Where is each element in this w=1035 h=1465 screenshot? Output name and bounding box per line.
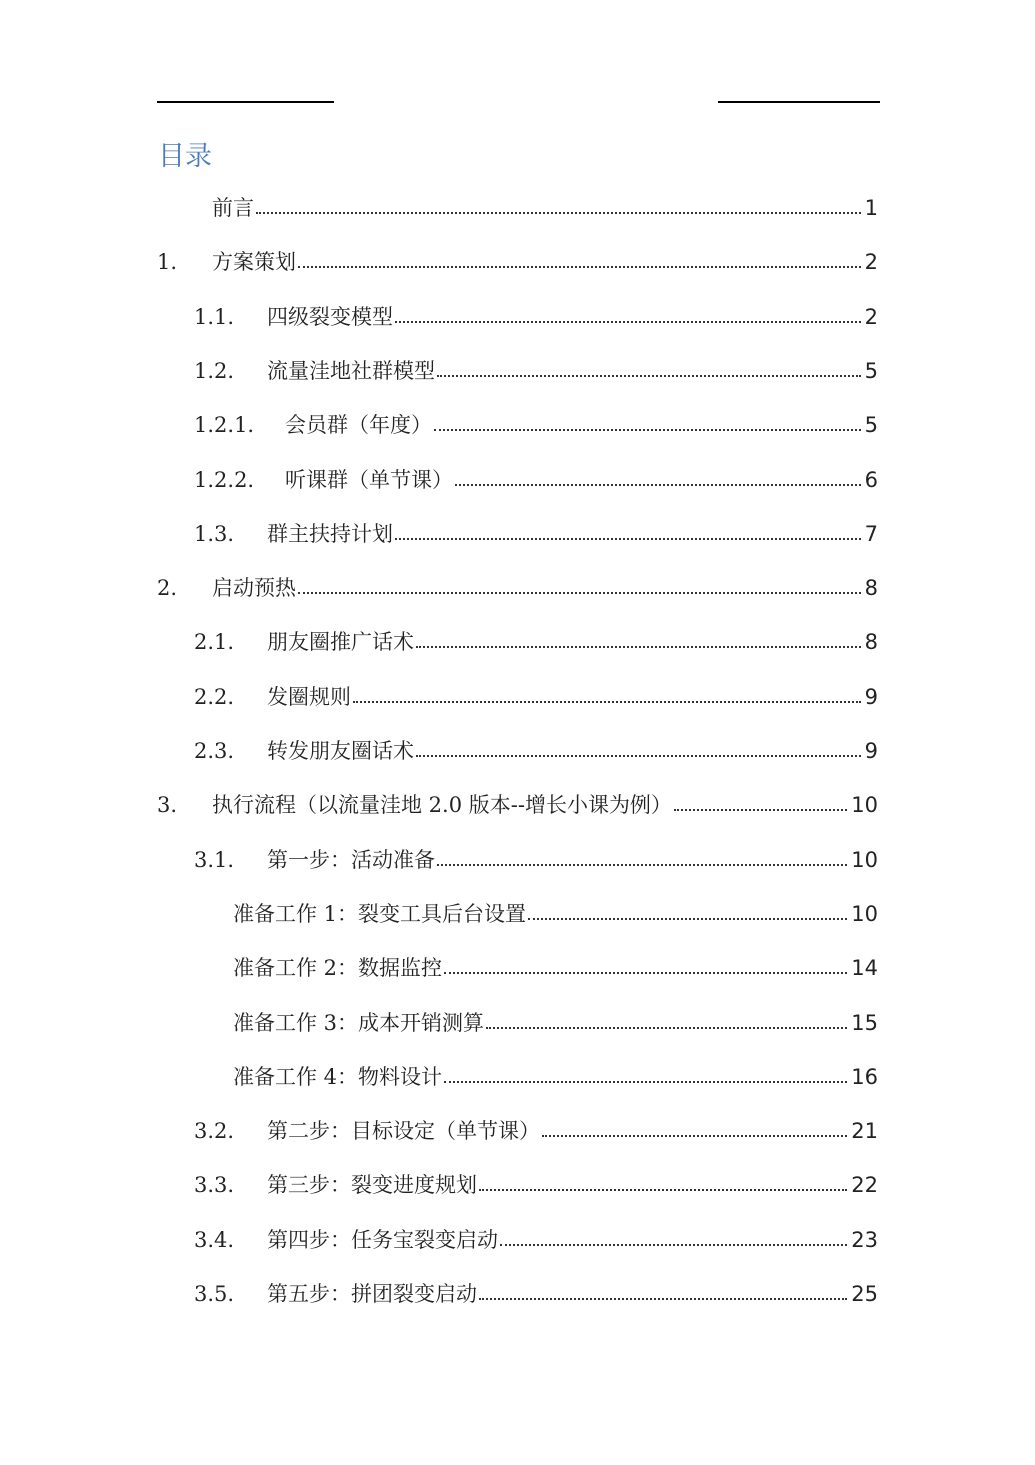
toc-entry-page: 16 [851, 1064, 878, 1089]
toc-entry-title: 准备工作 3：成本开销测算 [233, 1010, 485, 1035]
toc-entry[interactable] [233, 1008, 878, 1038]
toc-entry[interactable] [233, 953, 878, 983]
toc-entry-page: 14 [851, 956, 878, 981]
dot-leader [444, 1081, 847, 1083]
toc-entry-page: 23 [851, 1227, 878, 1252]
dot-leader [674, 809, 847, 811]
toc-entry-page: 9 [864, 739, 878, 763]
dot-leader [416, 755, 861, 757]
dot-leader [353, 701, 861, 703]
toc-entry-page: 7 [864, 521, 878, 546]
header-rule-left [157, 101, 334, 103]
toc-entry[interactable] [194, 736, 878, 766]
toc-entry-number: 3.2. [194, 1119, 235, 1144]
toc-title: 目录 [158, 141, 212, 172]
dot-leader [298, 592, 861, 594]
toc-entry[interactable] [194, 410, 878, 440]
toc-entry-page: 21 [851, 1119, 878, 1144]
dot-leader [479, 1298, 847, 1300]
toc-entry[interactable] [157, 193, 878, 223]
toc-entry-number: 3.3. [194, 1173, 235, 1198]
toc-entry[interactable] [194, 356, 878, 386]
toc-entry-number: 1.2.1. [194, 413, 255, 438]
toc-entry-page: 2 [864, 250, 878, 275]
toc-entry-number: 3.5. [194, 1282, 235, 1306]
toc-entry-page: 22 [851, 1173, 878, 1198]
toc-entry[interactable] [233, 1062, 878, 1092]
header-rule-right [718, 101, 880, 103]
toc-entry-title: 四级裂变模型 [267, 304, 393, 329]
dot-leader [437, 375, 861, 377]
toc-entry-number: 2.2. [194, 684, 235, 709]
dot-leader [500, 1244, 847, 1246]
toc-entry-title: 第五步：拼团裂变启动 [267, 1282, 477, 1306]
toc-entry-number: 3.4. [194, 1227, 235, 1252]
dot-leader [528, 918, 847, 920]
toc-entry-page: 10 [851, 793, 878, 818]
toc-entry-page: 10 [851, 901, 878, 926]
dot-leader [416, 646, 861, 648]
dot-leader [486, 1027, 847, 1029]
dot-leader [395, 321, 861, 323]
toc-entry-page: 6 [864, 467, 878, 492]
dot-leader [455, 484, 861, 486]
toc-entry-number: 1.3. [194, 521, 235, 546]
toc-entry[interactable] [194, 682, 878, 712]
toc-entry[interactable] [194, 627, 878, 657]
toc-entry[interactable] [194, 845, 878, 875]
toc-entry[interactable] [194, 1225, 878, 1255]
toc-entry[interactable] [194, 1279, 878, 1309]
toc-entry[interactable] [194, 1170, 878, 1200]
toc-entry-page: 5 [864, 413, 878, 438]
toc-entry-title: 流量洼地社群模型 [267, 358, 435, 383]
toc-entry-title: 方案策划 [212, 250, 296, 275]
toc-entry-number: 1.2.2. [194, 467, 255, 492]
toc-entry-page: 5 [864, 358, 878, 383]
toc-entry[interactable] [157, 247, 878, 277]
toc-entry-page: 8 [864, 630, 878, 655]
toc-entry-title: 第一步：活动准备 [267, 847, 435, 872]
dot-leader [479, 1189, 847, 1191]
toc-entry[interactable] [157, 573, 878, 603]
toc-entry-title: 准备工作 2：数据监控 [233, 956, 443, 981]
toc-entry-title: 前言 [212, 196, 254, 220]
toc-entry-page: 10 [851, 847, 878, 872]
toc-entry-title: 发圈规则 [267, 684, 351, 709]
toc-entry-number: 2.1. [194, 630, 235, 655]
toc-entry-page: 15 [851, 1010, 878, 1035]
dot-leader [256, 212, 861, 214]
dot-leader [542, 1135, 847, 1137]
toc-entry-number: 1.2. [194, 358, 235, 383]
dot-leader [444, 972, 847, 974]
toc-entry-title: 执行流程（以流量洼地 2.0 版本--增长小课为例） [212, 793, 672, 818]
toc-entry[interactable] [194, 1116, 878, 1146]
toc-entry-title: 启动预热 [212, 576, 296, 601]
toc-entry-title: 群主扶持计划 [267, 521, 393, 546]
toc-entry-title: 第四步：任务宝裂变启动 [267, 1227, 498, 1252]
dot-leader [437, 864, 847, 866]
toc-entry-number: 3. [157, 793, 178, 818]
toc-entry-number: 1.1. [194, 304, 235, 329]
toc-entry-title: 转发朋友圈话术 [267, 739, 414, 763]
dot-leader [298, 266, 861, 268]
toc-entry-page: 2 [864, 304, 878, 329]
toc-entry-number: 1. [157, 250, 178, 275]
toc-entry[interactable] [194, 465, 878, 495]
toc-entry-title: 准备工作 4：物料设计 [233, 1064, 443, 1089]
toc-entry-title: 听课群（单节课） [285, 467, 453, 492]
toc-entry-number: 3.1. [194, 847, 235, 872]
toc-entry-page: 25 [851, 1282, 878, 1306]
toc-entry[interactable] [194, 302, 878, 332]
dot-leader [395, 538, 861, 540]
toc-entry[interactable] [233, 899, 878, 929]
toc-entry-title: 会员群（年度） [285, 413, 432, 438]
toc-entry-page: 1 [864, 196, 878, 220]
toc-entry-title: 准备工作 1：裂变工具后台设置 [233, 901, 527, 926]
toc-entry[interactable] [157, 790, 878, 820]
toc-entry-number: 2.3. [194, 739, 235, 763]
toc-entry-page: 8 [864, 576, 878, 601]
toc-entry-page: 9 [864, 684, 878, 709]
toc-entry[interactable] [194, 519, 878, 549]
dot-leader [434, 429, 861, 431]
toc-entry-title: 朋友圈推广话术 [267, 630, 414, 655]
toc-entry-title: 第三步：裂变进度规划 [267, 1173, 477, 1198]
toc-entry-title: 第二步：目标设定（单节课） [267, 1119, 540, 1144]
toc-entry-number: 2. [157, 576, 178, 601]
